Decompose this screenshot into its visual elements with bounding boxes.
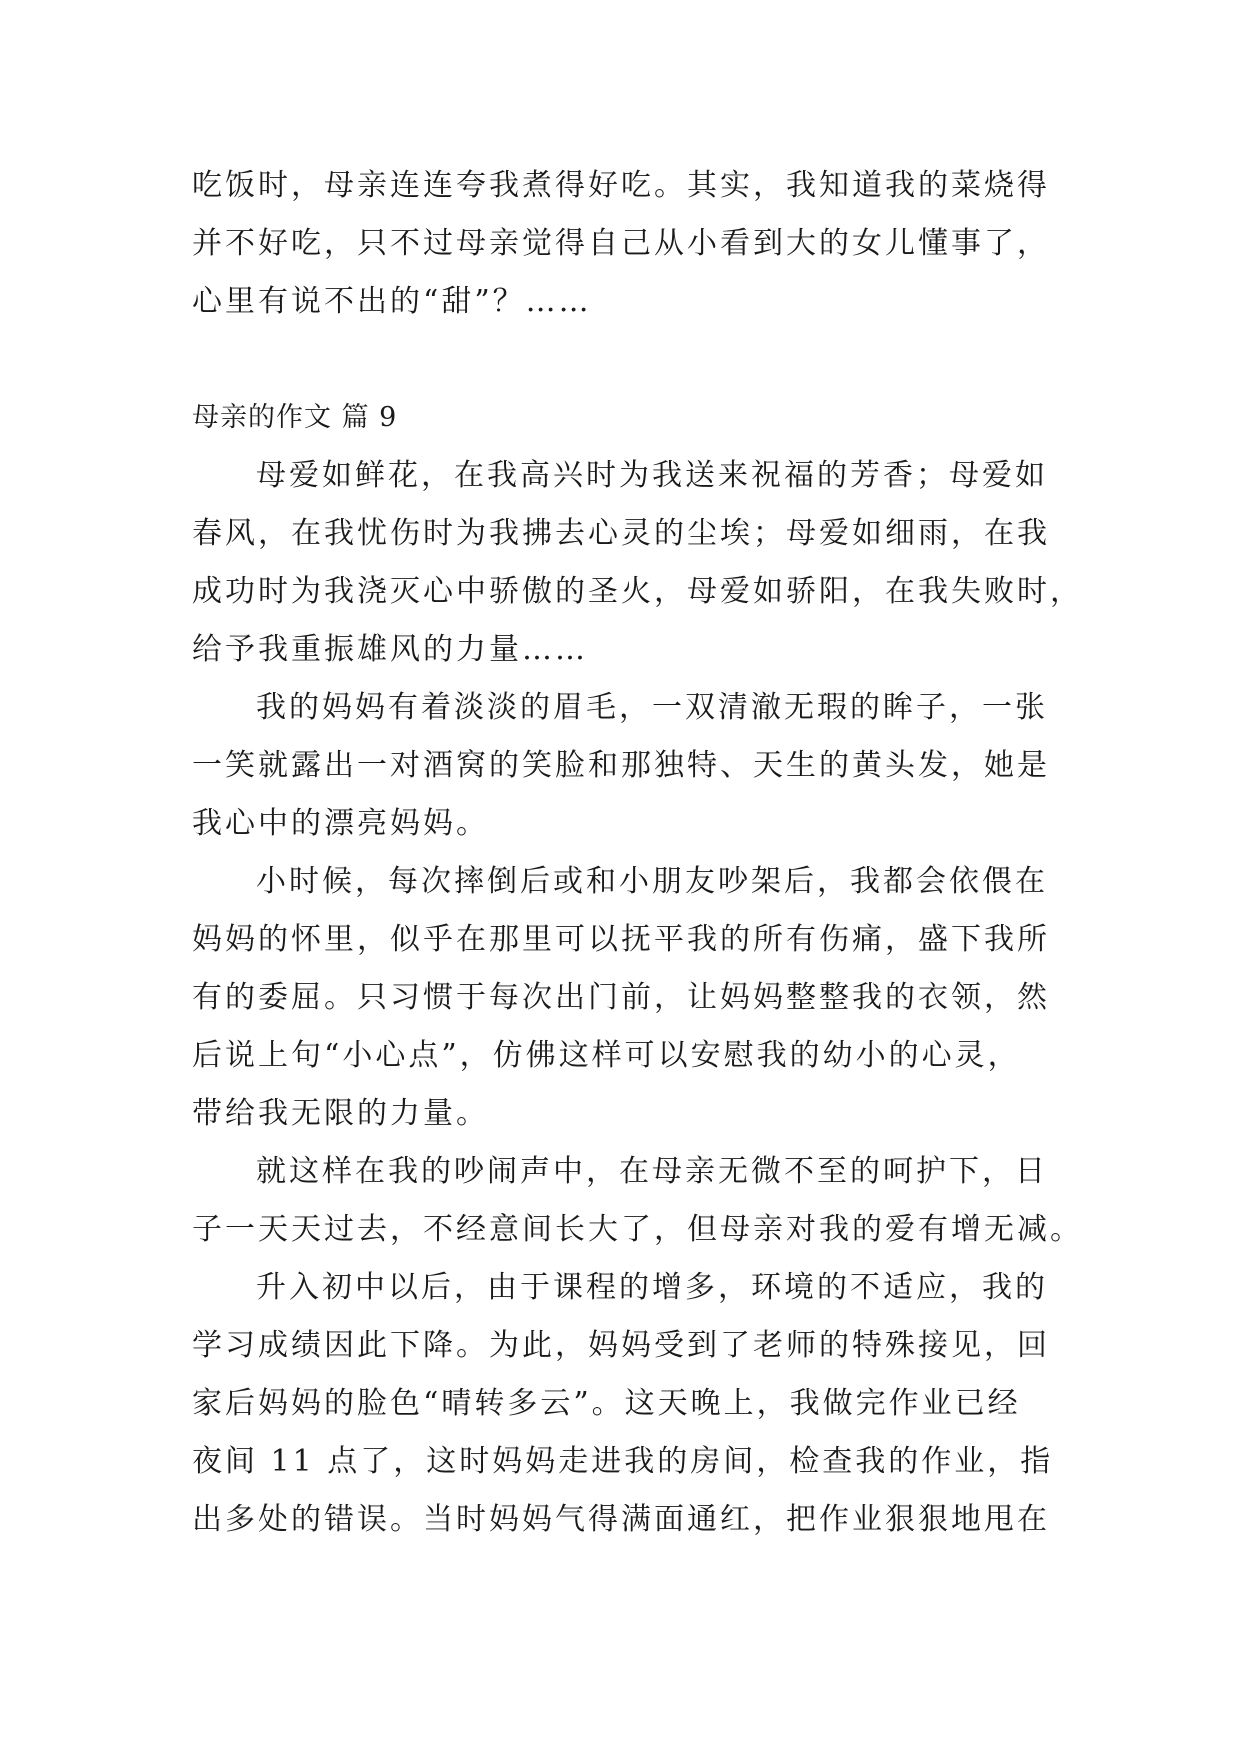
intro-line: 并不好吃，只不过母亲觉得自己从小看到大的女儿懂事了， — [192, 226, 1050, 261]
paragraph-line: 妈妈的怀里，似乎在那里可以抚平我的所有伤痛，盛下我所 — [192, 922, 1050, 957]
intro-line: 吃饭时，母亲连连夸我煮得好吃。其实，我知道我的菜烧得 — [192, 168, 1050, 203]
intro-line: 心里有说不出的“甜”？…… — [192, 284, 592, 319]
paragraph-line: 子一天天过去，不经意间长大了，但母亲对我的爱有增无减。 — [192, 1212, 1083, 1247]
paragraph-line: 升入初中以后，由于课程的增多，环境的不适应，我的 — [256, 1270, 1048, 1305]
paragraph-line: 有的委屈。只习惯于每次出门前，让妈妈整整我的衣领，然 — [192, 980, 1050, 1015]
paragraph-line: 母爱如鲜花，在我高兴时为我送来祝福的芳香；母爱如 — [256, 458, 1048, 493]
paragraph-line: 学习成绩因此下降。为此，妈妈受到了老师的特殊接见，回 — [192, 1328, 1050, 1363]
paragraph-line: 成功时为我浇灭心中骄傲的圣火，母爱如骄阳，在我失败时， — [192, 574, 1083, 609]
paragraph-line: 我的妈妈有着淡淡的眉毛，一双清澈无瑕的眸子，一张 — [256, 690, 1048, 725]
paragraph-line: 一笑就露出一对酒窝的笑脸和那独特、天生的黄头发，她是 — [192, 748, 1050, 783]
paragraph-line: 我心中的漂亮妈妈。 — [192, 806, 489, 841]
paragraph-line: 带给我无限的力量。 — [192, 1096, 489, 1131]
section-title: 母亲的作文 篇 9 — [192, 402, 398, 433]
paragraph-line: 夜间 11 点了，这时妈妈走进我的房间，检查我的作业，指 — [192, 1444, 1054, 1479]
paragraph-line: 就这样在我的吵闹声中，在母亲无微不至的呵护下，日 — [256, 1154, 1048, 1189]
paragraph-line: 家后妈妈的脸色“晴转多云”。这天晚上，我做完作业已经 — [192, 1386, 1021, 1421]
paragraph-line: 小时候，每次摔倒后或和小朋友吵架后，我都会依偎在 — [256, 864, 1048, 899]
paragraph-line: 后说上句“小心点”，仿佛这样可以安慰我的幼小的心灵， — [192, 1038, 1021, 1073]
paragraph-line: 春风，在我忧伤时为我拂去心灵的尘埃；母爱如细雨，在我 — [192, 516, 1050, 551]
paragraph-line: 出多处的错误。当时妈妈气得满面通红，把作业狠狠地甩在 — [192, 1502, 1050, 1537]
paragraph-line: 给予我重振雄风的力量…… — [192, 632, 588, 667]
